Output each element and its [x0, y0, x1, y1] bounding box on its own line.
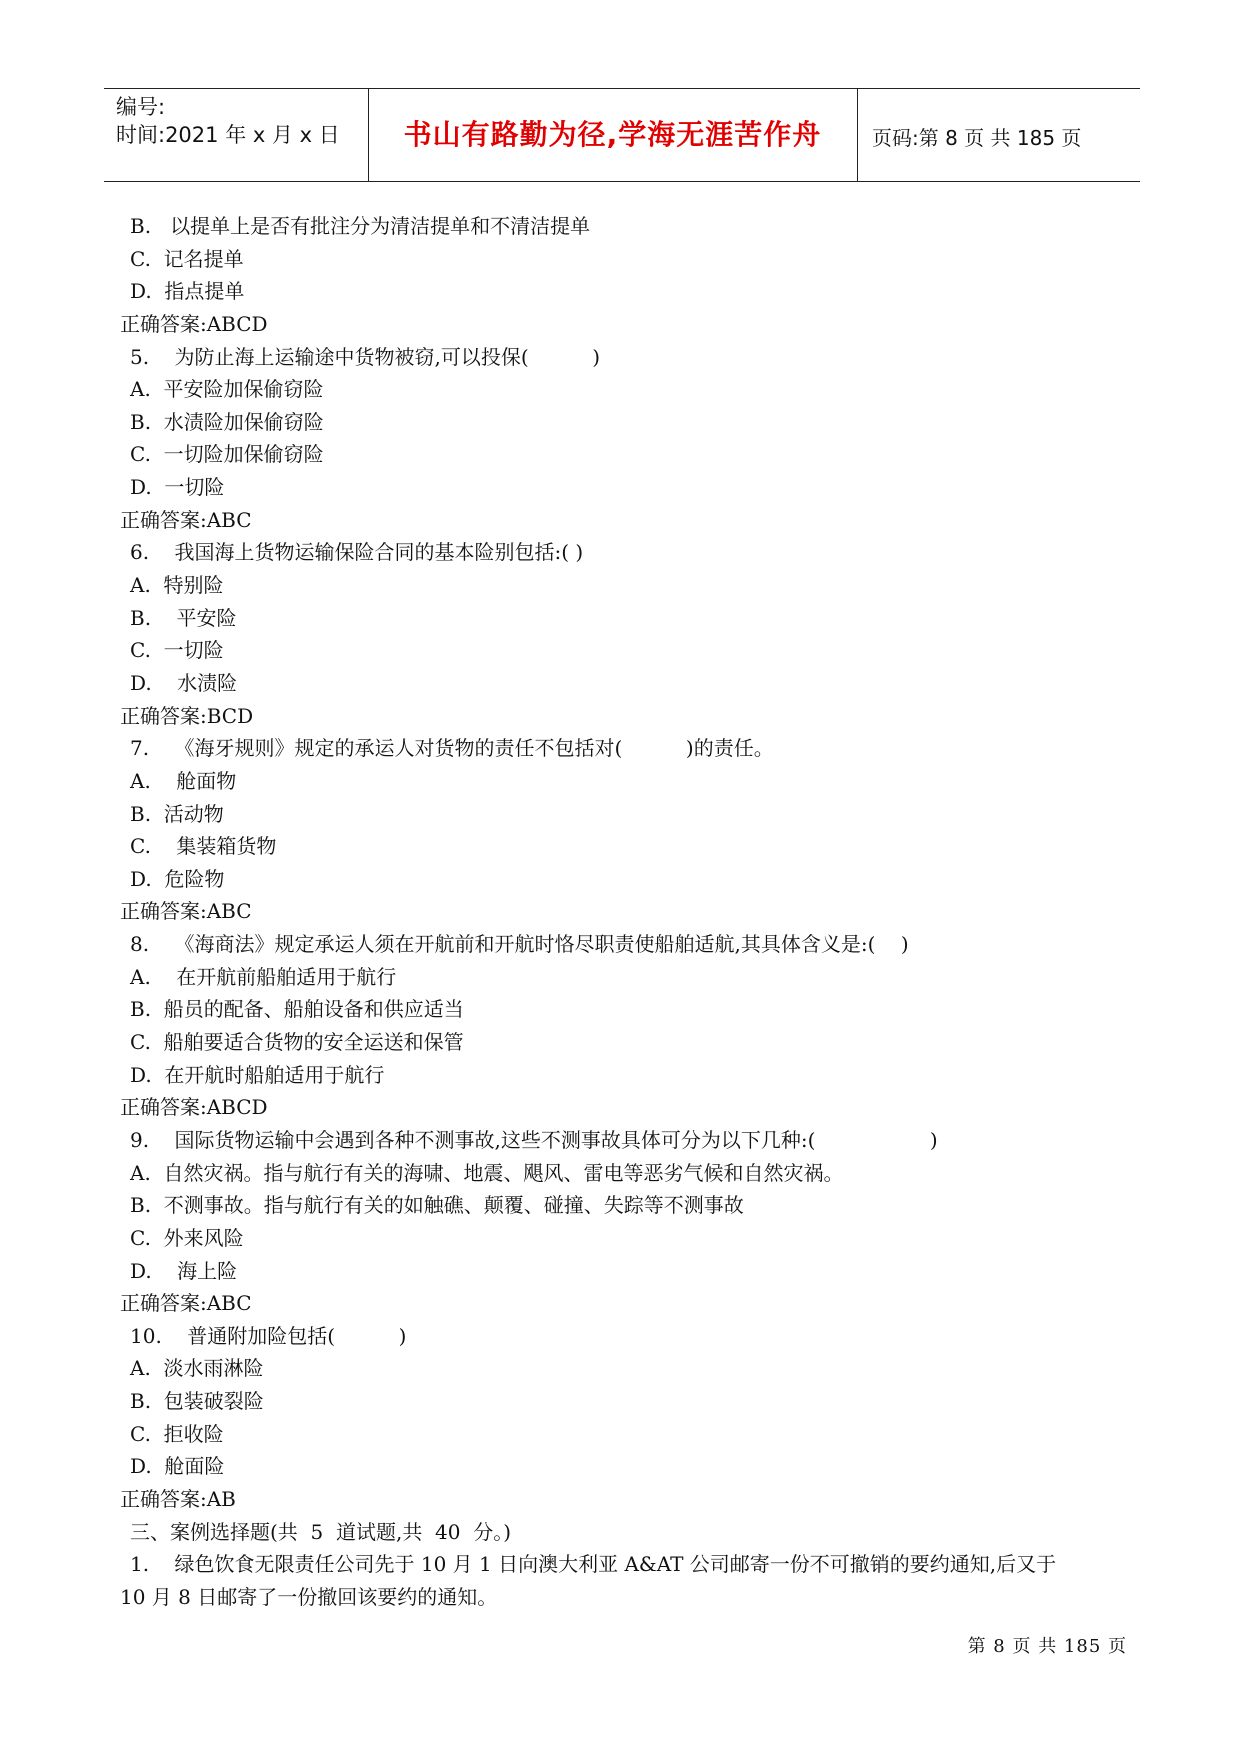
question-line: 7. 《海牙规则》规定的承运人对货物的责任不包括对( )的责任。 [130, 736, 774, 761]
option-line: B. 水渍险加保偷窃险 [130, 409, 324, 434]
option-line: C. 一切险 [130, 638, 224, 663]
option-line: C. 拒收险 [130, 1421, 224, 1446]
option-line: B. 平安险 [130, 605, 237, 630]
question-line: 6. 我国海上货物运输保险合同的基本险别包括:( ) [130, 540, 584, 565]
question-line: 5. 为防止海上运输途中货物被窃,可以投保( ) [130, 344, 601, 369]
header-meta [116, 93, 340, 149]
option-line: D. 危险物 [130, 866, 225, 891]
option-line: D. 海上险 [130, 1258, 238, 1283]
header-motto: 书山有路勤为径,学海无涯苦作舟 [403, 118, 822, 151]
question-line: 1. 绿色饮食无限责任公司先于 10 月 1 日向澳大利亚 A&AT 公司邮寄一份不可撤销的要约通知,后又于 [130, 1552, 1057, 1577]
option-line: A. 舱面物 [130, 768, 237, 793]
option-line: D. 一切险 [130, 475, 225, 500]
option-line: B. 船员的配备、船舶设备和供应适当 [130, 997, 464, 1022]
answer-line: 正确答案:ABC [120, 1291, 252, 1316]
answer-line: 正确答案:ABC [120, 899, 252, 924]
question-line: 8. 《海商法》规定承运人须在开航前和开航时恪尽职责使船舶适航,其具体含义是:( ) [130, 932, 909, 957]
answer-line: 正确答案:ABC [120, 507, 252, 532]
option-line: A. 平安险加保偷窃险 [130, 377, 324, 402]
option-line: A. 淡水雨淋险 [130, 1356, 264, 1381]
document-body [120, 210, 1140, 1614]
answer-line: 正确答案:BCD [120, 703, 254, 728]
option-line: B. 包装破裂险 [130, 1389, 264, 1414]
option-line: B. 活动物 [130, 801, 224, 826]
option-line: C. 船舶要适合货物的安全运送和保管 [130, 1030, 464, 1055]
document-number-label: 编号: [116, 95, 166, 119]
option-line: D. 水渍险 [130, 670, 238, 695]
answer-line: 正确答案:ABCD [120, 1095, 268, 1120]
option-line: B. 不测事故。指与航行有关的如触礁、颠覆、碰撞、失踪等不测事故 [130, 1193, 744, 1218]
question-line: 9. 国际货物运输中会遇到各种不测事故,这些不测事故具体可分为以下几种:( ) [130, 1127, 938, 1152]
document-time-label: 时间:2021 年 x 月 x 日 [116, 123, 340, 147]
option-line: A. 自然灾祸。指与航行有关的海啸、地震、飓风、雷电等恶劣气候和自然灾祸。 [130, 1160, 844, 1185]
page-header [104, 88, 1140, 182]
option-line: C. 记名提单 [130, 246, 244, 271]
option-line: D. 在开航时船舶适用于航行 [130, 1062, 385, 1087]
question-line: 三、案例选择题(共 5 道试题,共 40 分。) [130, 1519, 511, 1544]
option-line: C. 集装箱货物 [130, 834, 277, 859]
option-line: D. 舱面险 [130, 1454, 225, 1479]
option-line: C. 一切险加保偷窃险 [130, 442, 324, 467]
option-line: A. 特别险 [130, 573, 224, 598]
option-line: D. 指点提单 [130, 279, 245, 304]
option-line: B. 以提单上是否有批注分为清洁提单和不清洁提单 [130, 214, 591, 238]
answer-line: 正确答案:ABCD [120, 311, 268, 336]
answer-line: 10 月 8 日邮寄了一份撤回该要约的通知。 [120, 1584, 498, 1609]
header-divider [857, 89, 858, 181]
page-footer: 第 8 页 共 185 页 [967, 1636, 1127, 1657]
header-page-indicator: 页码:第 8 页 共 185 页 [872, 126, 1082, 150]
question-line: 10. 普通附加险包括( ) [130, 1323, 407, 1348]
answer-line: 正确答案:AB [120, 1486, 236, 1511]
option-line: C. 外来风险 [130, 1225, 244, 1250]
option-line: A. 在开航前船舶适用于航行 [130, 964, 397, 989]
